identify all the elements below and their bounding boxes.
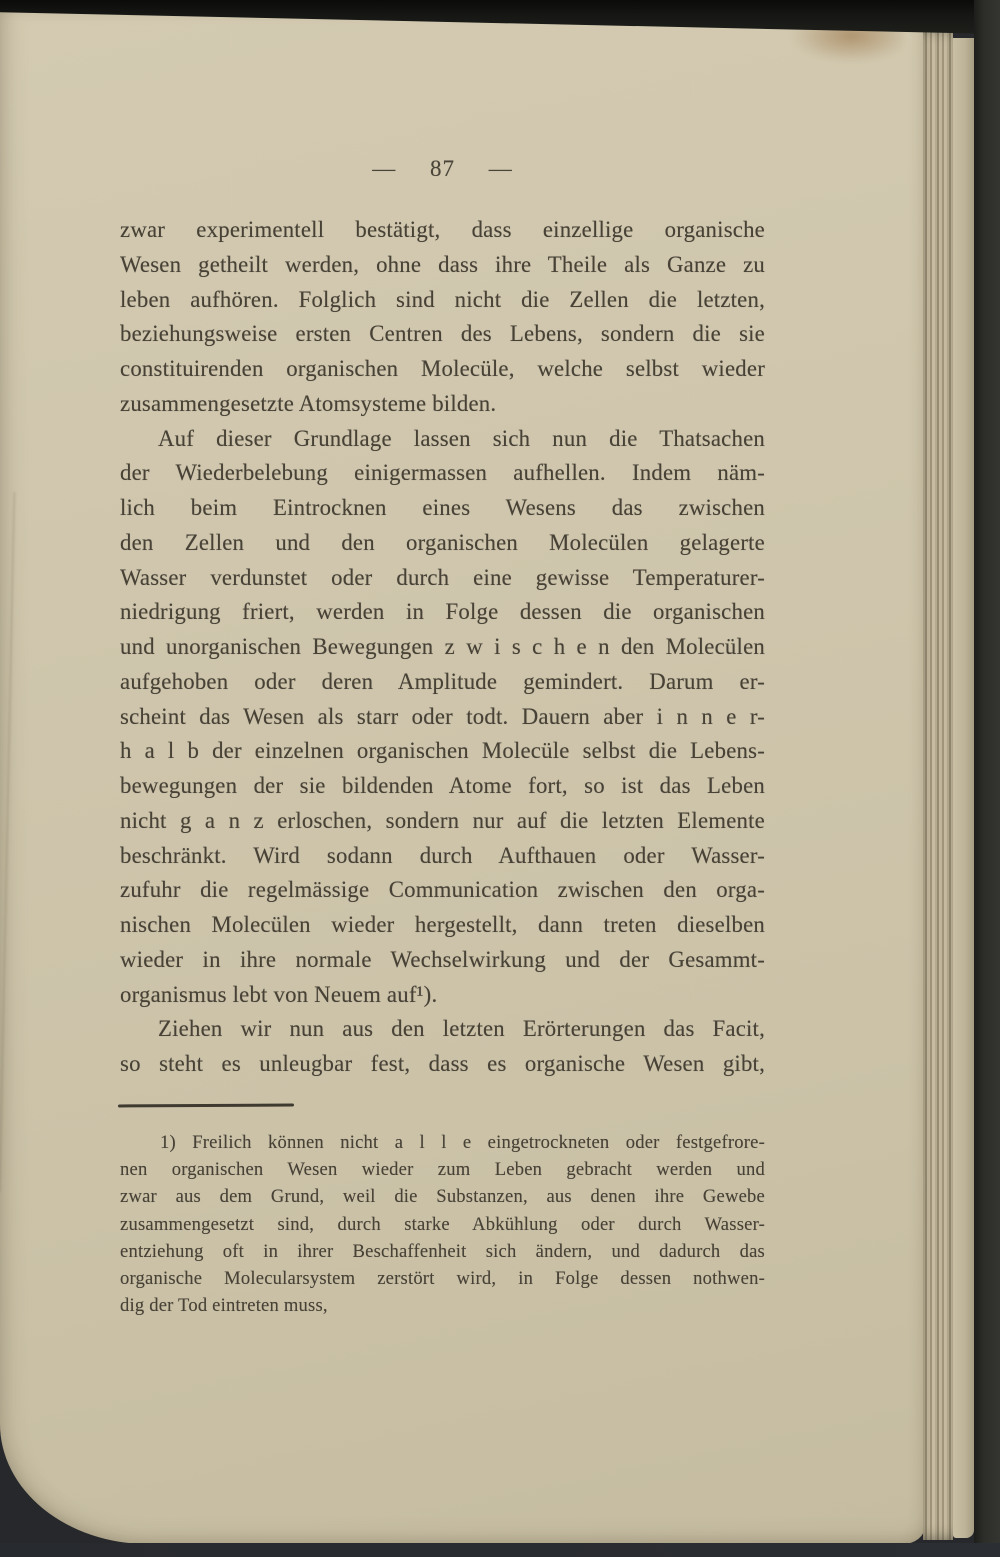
text-line: Ziehen wir nun aus den letzten Erörterungen das Facit,: [158, 1016, 765, 1042]
text-line: nicht g a n z erloschen, sondern nur auf die letzten Elemente: [120, 807, 765, 833]
text-line: aufgehoben oder deren Amplitude gemindert. Darum er-: [120, 668, 765, 694]
underlying-page-edge: [953, 38, 974, 1538]
text-line: wieder in ihre normale Wechselwirkung und der Gesammt-: [120, 946, 765, 972]
text-line: 1) Freilich können nicht a l l e eingetrockneten oder festgefrore-: [160, 1132, 765, 1153]
text-line: leben aufhören. Folglich sind nicht die Zellen die letzten,: [120, 286, 765, 312]
text-line: organische Molecularsystem zerstört wird, in Folge dessen nothwen-: [120, 1267, 765, 1289]
text-line: beziehungsweise ersten Centren des Lebens, sondern die sie: [120, 321, 765, 347]
text-line: lich beim Eintrocknen eines Wesens das zwischen: [120, 495, 765, 520]
page-number-header: — 87 —: [372, 156, 513, 181]
text-line: und unorganischen Bewegungen z w i s c h e n den Molecülen: [120, 634, 765, 659]
text-line: nen organischen Wesen wieder zum Leben gebracht werden und: [120, 1159, 765, 1181]
text-line: Wasser verdunstet oder durch eine gewisse Temperaturer-: [120, 564, 765, 590]
text-line: nischen Molecülen wieder hergestellt, dann treten dieselben: [120, 912, 765, 937]
text-line: scheint das Wesen als starr oder todt. Dauern aber i n n e r-: [120, 703, 765, 729]
text-line: h a l b der einzelnen organischen Molecüle selbst die Lebens-: [120, 738, 765, 764]
main-text-block: [120, 213, 765, 1082]
text-line: beschränkt. Wird sodann durch Aufthauen oder Wasser-: [120, 842, 765, 868]
text-line: niedrigung friert, werden in Folge dessen die organischen: [120, 599, 765, 625]
photo-background-right: [974, 0, 1000, 1557]
text-line: der Wiederbelebung einigermassen aufhellen. Indem näm-: [120, 460, 765, 486]
text-line: Wesen getheilt werden, ohne dass ihre Theile als Ganze zu: [120, 251, 765, 277]
text-line: entziehung oft in ihrer Beschaffenheit sich ändern, und dadurch das: [120, 1240, 765, 1262]
text-line: den Zellen und den organischen Molecülen gelagerte: [120, 529, 765, 555]
text-line: constituirenden organischen Molecüle, welche selbst wieder: [120, 356, 765, 381]
text-line: zusammengesetzt sind, durch starke Abkühlung oder durch Wasser-: [120, 1213, 765, 1235]
page-fore-edges: [923, 28, 953, 1540]
text-line: zwar aus dem Grund, weil die Substanzen, aus denen ihre Gewebe: [120, 1186, 765, 1208]
text-line: so steht es unleugbar fest, dass es organische Wesen gibt,: [120, 1051, 765, 1076]
text-line: bewegungen der sie bildenden Atome fort, so ist das Leben: [120, 773, 765, 798]
paper-crease: [0, 492, 15, 1192]
text-line: organismus lebt von Neuem auf¹).: [120, 981, 438, 1007]
text-line: zufuhr die regelmässige Communication zwischen den orga-: [120, 877, 765, 903]
text-line: zwar experimentell bestätigt, dass einzellige organische: [120, 217, 765, 242]
footnote-block: [120, 1129, 765, 1319]
text-line: Auf dieser Grundlage lassen sich nun die Thatsachen: [158, 425, 765, 451]
text-line: dig der Tod eintreten muss,: [120, 1295, 328, 1317]
text-line: zusammengesetzte Atomsysteme bilden.: [120, 390, 497, 416]
photo-background-bottom: [0, 1543, 1000, 1557]
